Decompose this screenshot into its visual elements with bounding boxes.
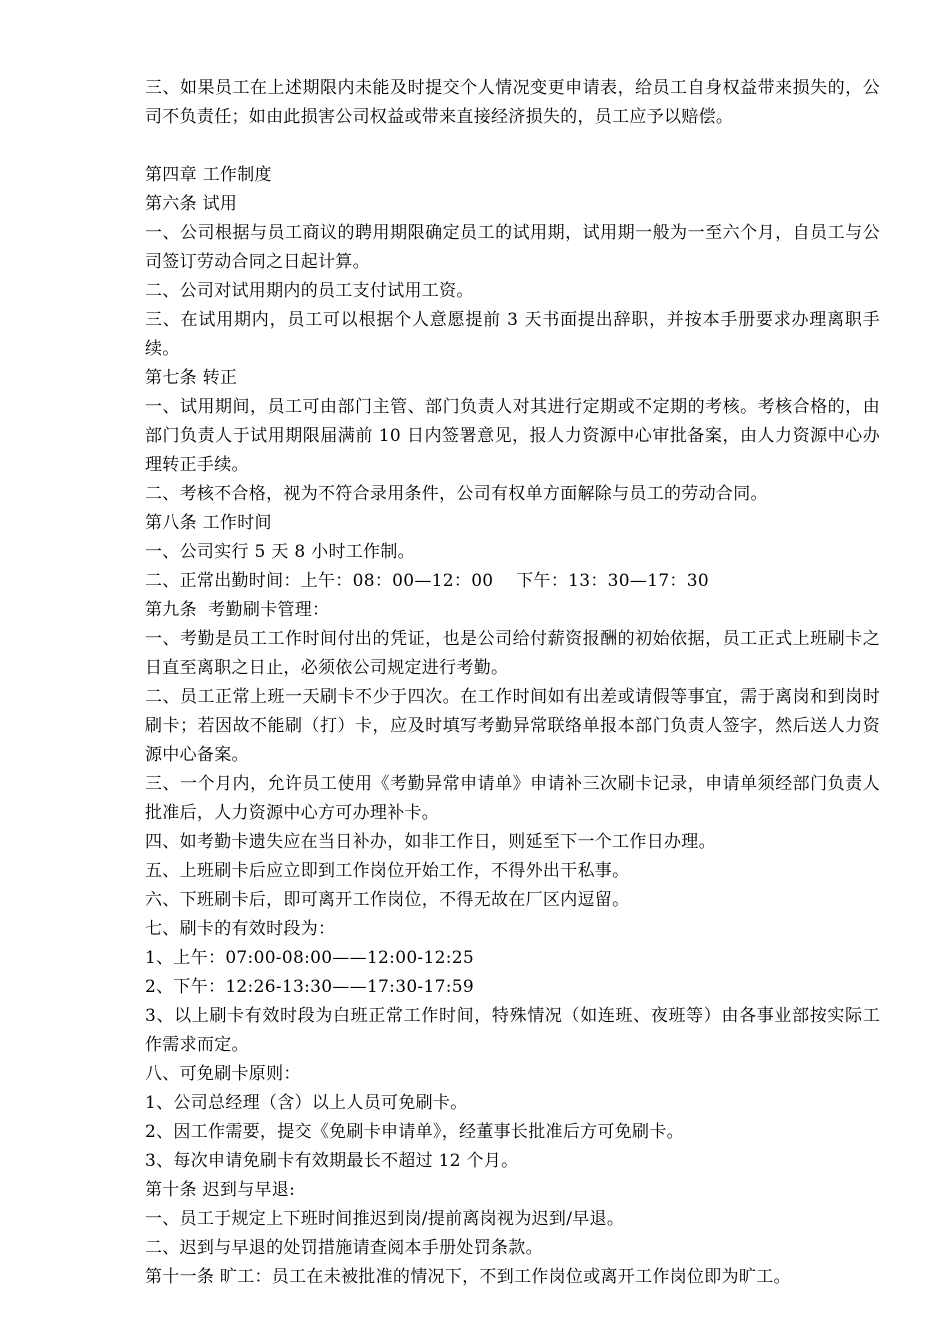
paragraph-probation-1: 一、公司根据与员工商议的聘用期限确定员工的试用期，试用期一般为一至六个月，自员工与公司签订劳动合同之日起计算。 bbox=[145, 223, 880, 272]
article-11-paragraph: 第十一条 旷工：员工在未被批准的情况下，不到工作岗位或离开工作岗位即为旷工。 bbox=[145, 1267, 791, 1287]
chapter-4-heading: 第四章 工作制度 bbox=[145, 165, 272, 185]
paragraph-attendance-4: 四、如考勤卡遗失应在当日补办，如非工作日，则延至下一个工作日办理。 bbox=[145, 832, 716, 852]
paragraph-worktime-1: 一、公司实行 5 天 8 小时工作制。 bbox=[145, 542, 415, 562]
article-9-heading: 第九条 考勤刷卡管理： bbox=[145, 600, 330, 620]
list-item-window-note: 3、以上刷卡有效时段为白班正常工作时间，特殊情况（如连班、夜班等）由各事业部按实际工作需求而定。 bbox=[145, 1006, 880, 1055]
paragraph-attendance-5: 五、上班刷卡后应立即到工作岗位开始工作，不得外出干私事。 bbox=[145, 861, 630, 881]
list-item-exempt-1: 1、公司总经理（含）以上人员可免刷卡。 bbox=[145, 1093, 468, 1113]
paragraph-attendance-6: 六、下班刷卡后，即可离开工作岗位，不得无故在厂区内逗留。 bbox=[145, 890, 630, 910]
paragraph-attendance-8: 八、可免刷卡原则： bbox=[145, 1064, 301, 1084]
list-item-exempt-3: 3、每次申请免刷卡有效期最长不超过 12 个月。 bbox=[145, 1151, 519, 1171]
list-item-afternoon-window: 2、下午：12:26-13:30——17:30-17:59 bbox=[145, 977, 474, 997]
paragraph-attendance-3: 三、一个月内，允许员工使用《考勤异常申请单》申请补三次刷卡记录，申请单须经部门负责人批准后，人力资源中心方可办理补卡。 bbox=[145, 774, 880, 823]
list-item-exempt-2: 2、因工作需要，提交《免刷卡申请单》，经董事长批准后方可免刷卡。 bbox=[145, 1122, 684, 1142]
article-8-heading: 第八条 工作时间 bbox=[145, 513, 272, 533]
paragraph-probation-3: 三、在试用期内，员工可以根据个人意愿提前 3 天书面提出辞职，并按本手册要求办理离职手续。 bbox=[145, 310, 880, 359]
article-10-heading: 第十条 迟到与早退: bbox=[145, 1180, 296, 1200]
paragraph-regular-1: 一、试用期间，员工可由部门主管、部门负责人对其进行定期或不定期的考核。考核合格的，由部门负责人于试用期限届满前 10 日内签署意见，报人力资源中心审批备案，由人力资源中心办理转正手续。 bbox=[145, 397, 880, 475]
paragraph-late-1: 一、员工于规定上下班时间推迟到岗/提前离岗视为迟到/早退。 bbox=[145, 1209, 625, 1229]
paragraph-attendance-2: 二、员工正常上班一天刷卡不少于四次。在工作时间如有出差或请假等事宜，需于离岗和到岗时刷卡；若因故不能刷（打）卡，应及时填写考勤异常联络单报本部门负责人签字，然后送人力资源中心备案。 bbox=[145, 687, 880, 765]
paragraph-attendance-1: 一、考勤是员工工作时间付出的凭证，也是公司给付薪资报酬的初始依据，员工正式上班刷卡之日直至离职之日止，必须依公司规定进行考勤。 bbox=[145, 629, 880, 678]
paragraph-regular-2: 二、考核不合格，视为不符合录用条件，公司有权单方面解除与员工的劳动合同。 bbox=[145, 484, 768, 504]
blank-line bbox=[145, 132, 880, 161]
list-item-morning-window: 1、上午：07:00-08:00——12:00-12:25 bbox=[145, 948, 474, 968]
paragraph-worktime-2: 二、正常出勤时间：上午：08：00—12：00 下午：13：30—17：30 bbox=[145, 571, 709, 591]
paragraph-attendance-7: 七、刷卡的有效时段为： bbox=[145, 919, 336, 939]
paragraph-late-2: 二、迟到与早退的处罚措施请查阅本手册处罚条款。 bbox=[145, 1238, 543, 1258]
article-6-heading: 第六条 试用 bbox=[145, 194, 238, 214]
paragraph-change-liability: 三、如果员工在上述期限内未能及时提交个人情况变更申请表，给员工自身权益带来损失的，公司不负责任；如由此损害公司权益或带来直接经济损失的，员工应予以赔偿。 bbox=[145, 78, 880, 127]
article-7-heading: 第七条 转正 bbox=[145, 368, 238, 388]
paragraph-probation-2: 二、公司对试用期内的员工支付试用工资。 bbox=[145, 281, 474, 301]
document-body bbox=[145, 74, 880, 1292]
